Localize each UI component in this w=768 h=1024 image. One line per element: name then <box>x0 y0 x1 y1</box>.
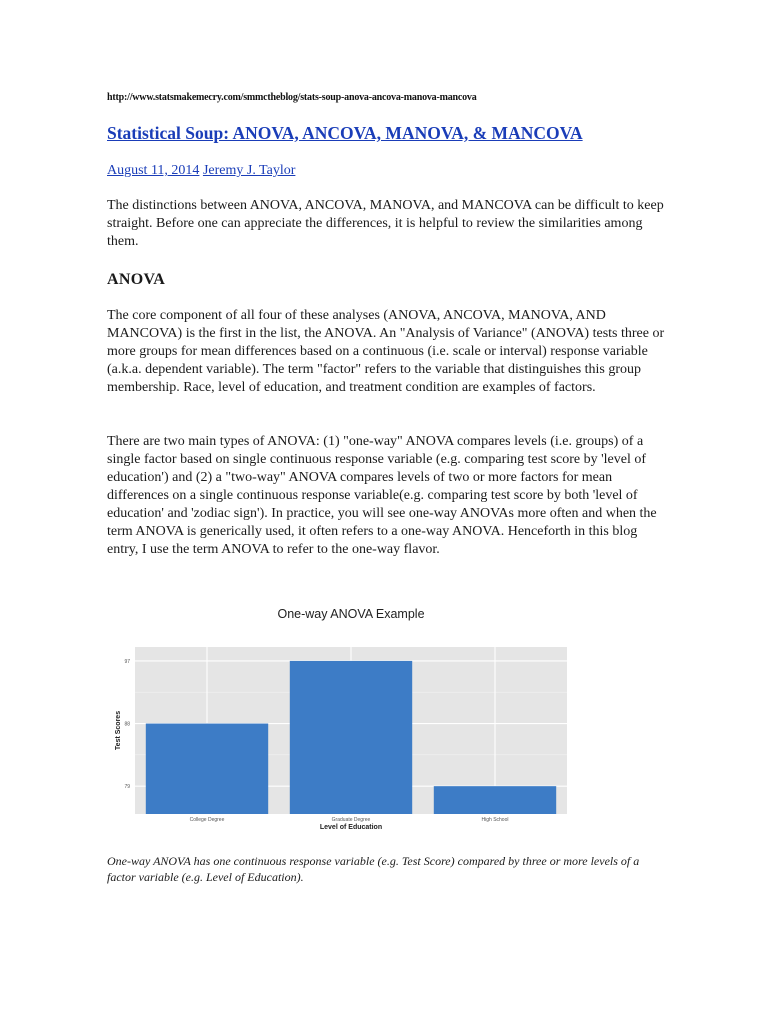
chart-title: One-way ANOVA Example <box>277 607 425 621</box>
source-url: http://www.statsmakemecry.com/smmctheblog/stats-soup-anova-ancova-manova-mancova <box>107 92 477 103</box>
chart-caption: One-way ANOVA has one continuous response variable (e.g. Test Score) compared by three or more levels of a factor variable (e.g. Level of Education). <box>107 854 640 884</box>
date-link[interactable]: August 11, 2014 <box>107 163 200 178</box>
x-tick-label: College Degree <box>189 817 225 823</box>
y-tick-label: 88 <box>124 721 130 728</box>
bar <box>434 786 556 814</box>
bar <box>290 661 412 814</box>
x-tick-label: High School <box>481 817 509 823</box>
section-heading: ANOVA <box>107 271 166 288</box>
anova-bar-chart <box>107 598 577 838</box>
paragraph-anova-types: There are two main types of ANOVA: (1) "one-way" ANOVA compares levels (i.e. groups) of a single factor based on single continuous response variable (e.g. comparing test score by 'level of education') and (2) a "two-way" ANOVA compares levels of two or more factors for mean differences on a single continuous response variable(e.g. comparing test score by both 'level of education' and 'zodiac sign'). In practice, you will see one-way ANOVAs more often and when the term ANOVA is generically used, it often refers to a one-way ANOVA. Henceforth in this blog entry, I use the term ANOVA to refer to the one-way flavor. <box>107 434 657 557</box>
intro-paragraph: The distinctions between ANOVA, ANCOVA, MANOVA, and MANCOVA can be difficult to keep straight. Before one can appreciate the differences, it is helpful to review the similarities among them. <box>107 198 664 249</box>
x-tick-label: Graduate Degree <box>331 817 371 823</box>
y-tick-label: 79 <box>124 784 130 791</box>
bar <box>146 724 268 814</box>
article-title-link[interactable]: Statistical Soup: ANOVA, ANCOVA, MANOVA, & MANCOVA <box>107 123 583 143</box>
article-meta <box>107 163 295 179</box>
x-axis-label: Level of Education <box>319 824 383 831</box>
y-tick-label: 97 <box>124 658 130 665</box>
author-link[interactable]: Jeremy J. Taylor <box>202 163 296 178</box>
y-axis-label: Test Scores <box>115 710 122 751</box>
paragraph-core-component: The core component of all four of these analyses (ANOVA, ANCOVA, MANOVA, AND MANCOVA) is the first in the list, the ANOVA. An "Analysis of Variance" (ANOVA) tests three or more groups for mean differences based on a continuous (i.e. scale or interval) response variable (a.k.a. dependent variable). The term "factor" refers to the variable that distinguishes this group membership. Race, level of education, and treatment condition are examples of factors. <box>107 308 665 395</box>
